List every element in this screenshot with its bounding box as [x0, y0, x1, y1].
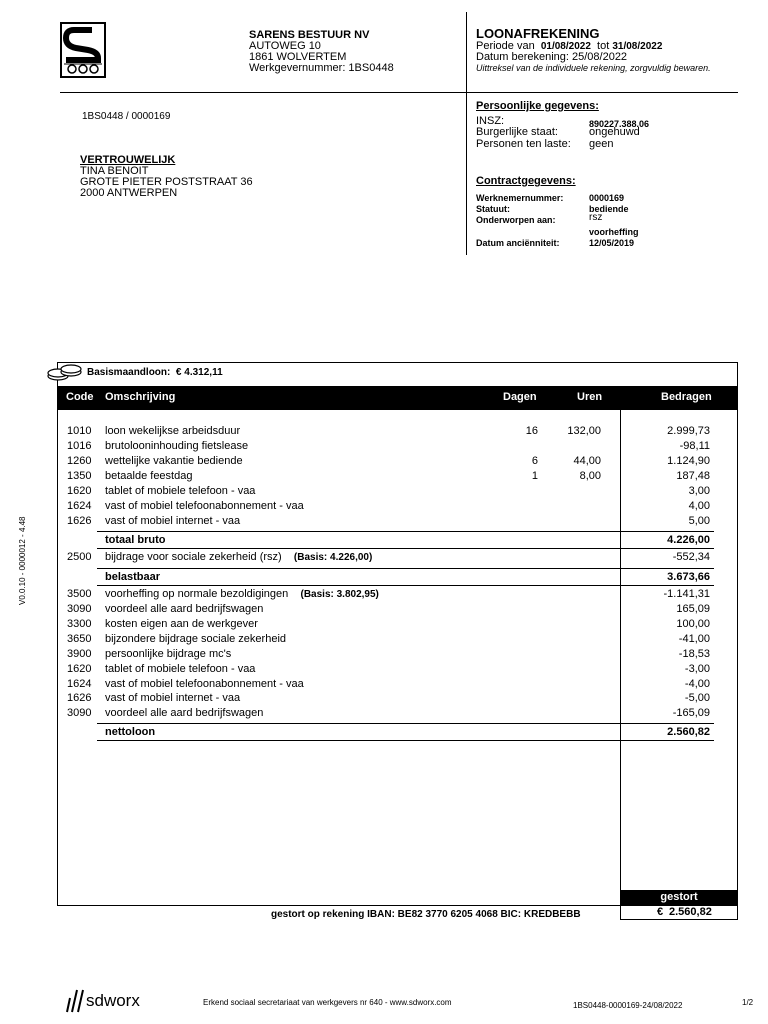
- reference: 1BS0448 / 0000169: [82, 111, 171, 122]
- row-code: 1350: [67, 470, 92, 482]
- paid-label: gestort: [620, 890, 738, 904]
- row-amount: 187,48: [676, 470, 710, 482]
- row-description: bijzondere bijdrage sociale zekerheid: [105, 633, 287, 645]
- row-code: 1626: [67, 515, 92, 527]
- subtotal-divider: [97, 723, 714, 724]
- civil-state-label: Burgerlijke staat:: [476, 126, 558, 138]
- row-amount: -4,00: [684, 678, 710, 690]
- row-code: 3300: [67, 618, 92, 630]
- row-code: 1620: [67, 485, 92, 497]
- paid-currency: €: [657, 906, 664, 918]
- paid-amount-box: [620, 904, 738, 920]
- total-gross-row: [57, 534, 738, 549]
- personal-heading: Persoonlijke gegevens:: [476, 100, 599, 112]
- subtotal-divider: [97, 531, 714, 532]
- withholding-basis: (Basis: 3.802,95): [300, 589, 379, 600]
- row-description: voordeel alle aard bedrijfswagen: [105, 707, 264, 719]
- row-description: vast of mobiel telefoonabonnement - vaa: [105, 500, 304, 512]
- row-amount: -41,00: [678, 633, 710, 645]
- row-code: 3090: [67, 707, 92, 719]
- row-amount: -165,09: [672, 707, 710, 719]
- row-description: vast of mobiel telefoonabonnement - vaa: [105, 678, 304, 690]
- table-row: [57, 692, 738, 707]
- row-code: 2500: [67, 551, 92, 563]
- table-row: [57, 663, 738, 678]
- paid-amount: 2.560,82: [669, 906, 712, 918]
- row-amount: 165,09: [676, 603, 710, 615]
- net-salary-row: [57, 726, 738, 741]
- row-hours: 132,00: [567, 425, 601, 437]
- side-code: V0.0.10 - 0000012 - 4.48: [18, 516, 27, 605]
- row-days: 6: [531, 455, 538, 467]
- recipient-block: [80, 155, 253, 199]
- header-code: Code: [66, 391, 94, 403]
- insz-value: 890227.388.06: [589, 119, 650, 129]
- row-code: 1010: [67, 425, 92, 437]
- row-amount: -5,00: [684, 692, 710, 704]
- row-amount: 1.124,90: [667, 455, 710, 467]
- row-description: [105, 551, 372, 563]
- row-code: 1626: [67, 692, 92, 704]
- employer-number: Werkgevernummer: 1BS0448: [249, 62, 394, 74]
- row-hours: 44,00: [573, 455, 601, 467]
- table-row: [57, 440, 738, 455]
- subtotal-divider: [97, 568, 714, 569]
- footer-reference: 1BS0448-0000169-24/08/2022: [573, 1001, 683, 1010]
- subject-value-voorheffing: voorheffing: [589, 227, 639, 237]
- row-amount: -552,34: [672, 551, 710, 563]
- row-description: voordeel alle aard bedrijfswagen: [105, 603, 264, 615]
- row-description: brutolooninhouding fietslease: [105, 440, 249, 452]
- row-amount: -98,11: [679, 440, 710, 452]
- header-divider-horizontal: [60, 92, 738, 93]
- net-salary-label: nettoloon: [105, 726, 156, 738]
- contract-heading: Contractgegevens:: [476, 175, 576, 187]
- row-description: vast of mobiel internet - vaa: [105, 515, 241, 527]
- table-header: [57, 386, 738, 410]
- seniority-label: Datum anciënniteit:: [476, 238, 560, 248]
- row-code: 1260: [67, 455, 92, 467]
- status-value: bediende: [589, 204, 629, 214]
- recipient-city: 2000 ANTWERPEN: [80, 187, 178, 199]
- table-row: [57, 678, 738, 693]
- row-description: [105, 588, 379, 600]
- table-row: [57, 515, 738, 530]
- row-description: betaalde feestdag: [105, 470, 193, 482]
- confidential-label: VERTROUWELIJK: [80, 154, 176, 166]
- row-amount: 4,00: [688, 500, 710, 512]
- table-row: [57, 500, 738, 515]
- sdworx-slash-icon: [64, 988, 86, 1014]
- header-days: Dagen: [503, 391, 537, 403]
- row-amount: -1.141,31: [663, 588, 710, 600]
- sdworx-wordmark: sdworx: [86, 991, 140, 1010]
- row-code: 3650: [67, 633, 92, 645]
- row-code: 3900: [67, 648, 92, 660]
- table-row: [57, 648, 738, 663]
- table-row: [57, 485, 738, 500]
- row-hours: 8,00: [579, 470, 601, 482]
- row-description: tablet of mobiele telefoon - vaa: [105, 485, 256, 497]
- row-code: 1016: [67, 440, 92, 452]
- recipient-street: GROTE PIETER POSTSTRAAT 36: [80, 176, 253, 188]
- row-code: 1620: [67, 663, 92, 675]
- footer-accreditation: Erkend sociaal secretariaat van werkgevers nr 640 - www.sdworx.com: [203, 998, 452, 1007]
- page-number: 1/2: [742, 998, 754, 1007]
- header-hours: Uren: [577, 391, 603, 403]
- table-row: [57, 455, 738, 470]
- insz-label: INSZ:: [476, 115, 505, 127]
- header-description: Omschrijving: [105, 391, 176, 403]
- row-code: 1624: [67, 500, 92, 512]
- subject-value-rsz: rsz: [589, 212, 603, 223]
- header-divider-vertical: [466, 12, 467, 255]
- base-salary: [87, 367, 223, 378]
- recipient-name: TINA BENOIT: [80, 165, 149, 177]
- calc-date: Datum berekening: 25/08/2022: [476, 51, 628, 63]
- table-row: [57, 551, 738, 566]
- table-row: [57, 470, 738, 485]
- coins-icon: [46, 364, 84, 387]
- title-block: [476, 26, 711, 73]
- period-to: 31/08/2022: [612, 41, 663, 52]
- civil-state-value: ongehuwd: [589, 126, 640, 138]
- total-gross-label: totaal bruto: [105, 534, 166, 546]
- row-description: loon wekelijkse arbeidsduur: [105, 425, 241, 437]
- table-row: [57, 707, 738, 722]
- row-description: vast of mobiel internet - vaa: [105, 692, 241, 704]
- taxable-label: belastbaar: [105, 571, 161, 583]
- employee-number-value: 0000169: [589, 193, 625, 203]
- company-logo: [60, 22, 106, 78]
- dependents-value: geen: [589, 138, 614, 150]
- rsz-description: bijdrage voor sociale zekerheid (rsz): [105, 551, 282, 563]
- logo-graphic: [62, 24, 104, 76]
- total-gross-amount: 4.226,00: [667, 534, 710, 546]
- taxable-row: [57, 571, 738, 586]
- row-code: 3500: [67, 588, 92, 600]
- header-amounts: Bedragen: [661, 391, 712, 403]
- employer-block: [249, 30, 394, 74]
- row-description: wettelijke vakantie bediende: [105, 455, 243, 467]
- net-salary-amount: 2.560,82: [667, 726, 710, 738]
- period-to-label: tot: [597, 40, 610, 52]
- employer-street: AUTOWEG 10: [249, 40, 321, 52]
- row-amount: -18,53: [678, 648, 710, 660]
- page-title: LOONAFREKENING: [476, 26, 600, 41]
- row-amount: 3,00: [688, 485, 710, 497]
- employee-number-label: Werknemernummer:: [476, 193, 564, 203]
- employer-name: SARENS BESTUUR NV: [249, 29, 370, 41]
- table-row: [57, 425, 738, 440]
- period-label: Periode van: [476, 40, 535, 52]
- row-description: persoonlijke bijdrage mc's: [105, 648, 232, 660]
- table-row: [57, 603, 738, 618]
- base-salary-label: Basismaandloon:: [87, 367, 171, 378]
- subtotal-divider: [97, 548, 714, 549]
- row-code: 1624: [67, 678, 92, 690]
- table-row: [57, 618, 738, 633]
- row-amount: 5,00: [688, 515, 710, 527]
- note: Uittreksel van de individuele rekening, zorgvuldig bewaren.: [476, 63, 711, 73]
- period-from: 01/08/2022: [540, 41, 591, 52]
- row-amount: -3,00: [684, 663, 710, 675]
- base-salary-value: € 4.312,11: [175, 367, 223, 378]
- subtotal-divider: [97, 740, 714, 741]
- row-amount: 2.999,73: [667, 425, 710, 437]
- row-code: 3090: [67, 603, 92, 615]
- taxable-amount: 3.673,66: [667, 571, 710, 583]
- rsz-basis: (Basis: 4.226,00): [293, 552, 373, 563]
- row-amount: 100,00: [676, 618, 710, 630]
- table-row: [57, 588, 738, 603]
- row-description: tablet of mobiele telefoon - vaa: [105, 663, 256, 675]
- row-days: 16: [525, 425, 538, 437]
- payment-text: gestort op rekening IBAN: BE82 3770 6205 4068 BIC: KREDBEBB: [271, 909, 581, 920]
- row-days: 1: [531, 470, 538, 482]
- sdworx-logo: [64, 988, 140, 1014]
- subtotal-divider: [97, 585, 714, 586]
- row-description: kosten eigen aan de werkgever: [105, 618, 258, 630]
- subject-label: Onderworpen aan:: [476, 215, 556, 225]
- employer-city: 1861 WOLVERTEM: [249, 51, 347, 63]
- table-row: [57, 633, 738, 648]
- status-label: Statuut:: [476, 204, 510, 214]
- dependents-label: Personen ten laste:: [476, 138, 571, 150]
- withholding-description: voorheffing op normale bezoldigingen: [105, 588, 289, 600]
- seniority-value: 12/05/2019: [589, 238, 635, 248]
